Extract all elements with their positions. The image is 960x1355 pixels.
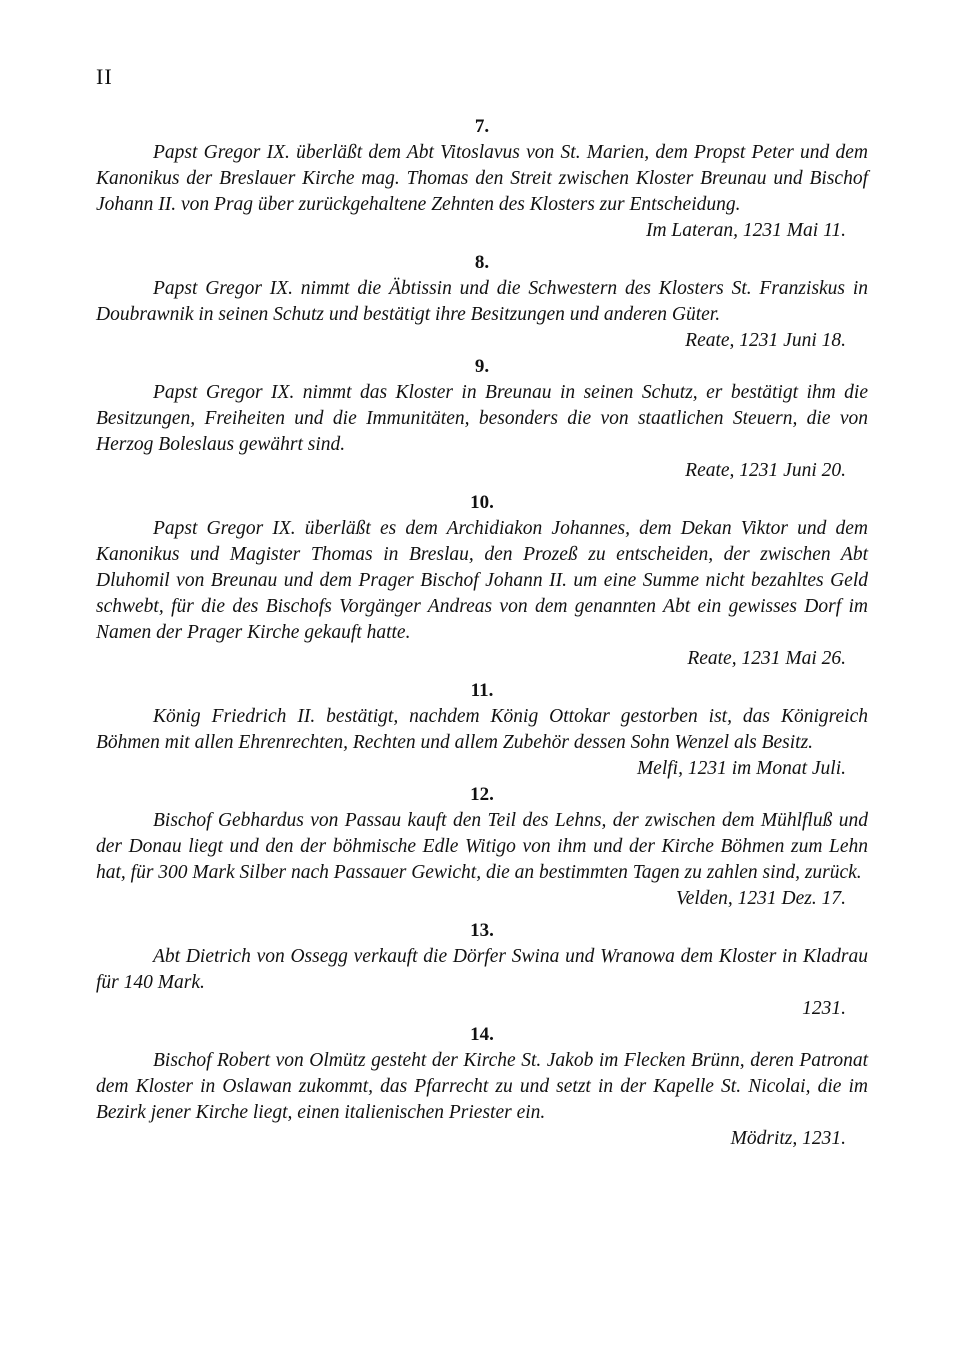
entry-number: 11. <box>470 680 494 701</box>
entry-9 <box>96 354 868 484</box>
entry-11 <box>96 678 868 782</box>
entry-text: Papst Gregor IX. nimmt die Äbtissin und die Schwestern des Klosters St. Franziskus in Doubrawnik in seinen Schutz und bestätigt ihre Besitzungen und anderen Güter. <box>96 278 868 325</box>
entry-place-date: 1231. <box>802 998 846 1019</box>
entry-number: 10. <box>470 492 494 513</box>
entry-12 <box>96 782 868 912</box>
page-number: II <box>96 64 113 89</box>
entry-text: Papst Gregor IX. nimmt das Kloster in Breunau in seinen Schutz, er bestätigt ihm die Besitzungen, Freiheiten und die Immunitäten, besonders die von staatlichen Steuern, die von Herzog Boleslaus gewährt sind. <box>96 382 868 455</box>
document-body <box>96 114 868 1152</box>
entry-8 <box>96 250 868 354</box>
entry-place-date: Im Lateran, 1231 Mai 11. <box>645 220 846 241</box>
entry-text: Papst Gregor IX. überläßt es dem Archidiakon Johannes, dem Dekan Viktor und dem Kanonikus und Magister Thomas in Breslau, den Prozeß zu entscheiden, der zwischen Abt Dluhomil von Breunau und dem Prager Bischof Johann II. um eine Summe nicht bezahltes Geld schwebt, für die des Bischofs Vorgänger Andreas von dem genannten Abt ein gewisses Dorf im Namen der Prager Kirche gekauft hatte. <box>96 518 868 643</box>
entry-number: 12. <box>470 784 494 805</box>
entry-text: Bischof Robert von Olmütz gesteht der Kirche St. Jakob im Flecken Brünn, deren Patronat dem Kloster in Oslawan zukommt, das Pfarrecht zu und setzt in der Kapelle St. Nicolai, die im Bezirk jener Kirche liegt, einen italienischen Priester ein. <box>96 1050 868 1123</box>
entry-number: 8. <box>474 252 490 273</box>
entry-place-date: Mödritz, 1231. <box>730 1128 846 1149</box>
entry-number: 9. <box>474 356 490 377</box>
entry-text: Abt Dietrich von Ossegg verkauft die Dörfer Swina und Wranowa dem Kloster in Kladrau für 140 Mark. <box>96 946 868 993</box>
entry-number: 13. <box>470 920 494 941</box>
entry-13 <box>96 918 868 1022</box>
entry-place-date: Reate, 1231 Mai 26. <box>687 648 846 669</box>
entry-14 <box>96 1022 868 1152</box>
entry-7 <box>96 114 868 244</box>
entry-text: König Friedrich II. bestätigt, nachdem König Ottokar gestorben ist, das Königreich Böhmen mit allen Ehrenrechten, Rechten und allem Zubehör dessen Sohn Wenzel als Besitz. <box>96 706 868 753</box>
entry-place-date: Reate, 1231 Juni 18. <box>685 330 846 351</box>
entry-place-date: Melfi, 1231 im Monat Juli. <box>636 758 846 779</box>
entry-number: 14. <box>470 1024 494 1045</box>
entry-text: Papst Gregor IX. überläßt dem Abt Vitoslavus von St. Marien, dem Propst Peter und dem Kanonikus der Breslauer Kirche mag. Thomas den Streit zwischen Kloster Breunau und Bischof Johann II. von Prag über zurückgehaltene Zehnten des Klosters zur Entscheidung. <box>96 142 868 215</box>
entry-text: Bischof Gebhardus von Passau kauft den Teil des Lehns, der zwischen dem Mühlfluß und der Donau liegt und den der böhmische Edle Witigo von ihm und der Kirche Böhmen zum Lehn hat, für 300 Mark Silber nach Passauer Gewicht, die an bestimmten Tagen zu zahlen sind, zurück. <box>96 810 868 883</box>
entry-10 <box>96 490 868 672</box>
entry-number: 7. <box>474 116 490 137</box>
entry-place-date: Reate, 1231 Juni 20. <box>685 460 846 481</box>
entry-place-date: Velden, 1231 Dez. 17. <box>675 888 846 909</box>
